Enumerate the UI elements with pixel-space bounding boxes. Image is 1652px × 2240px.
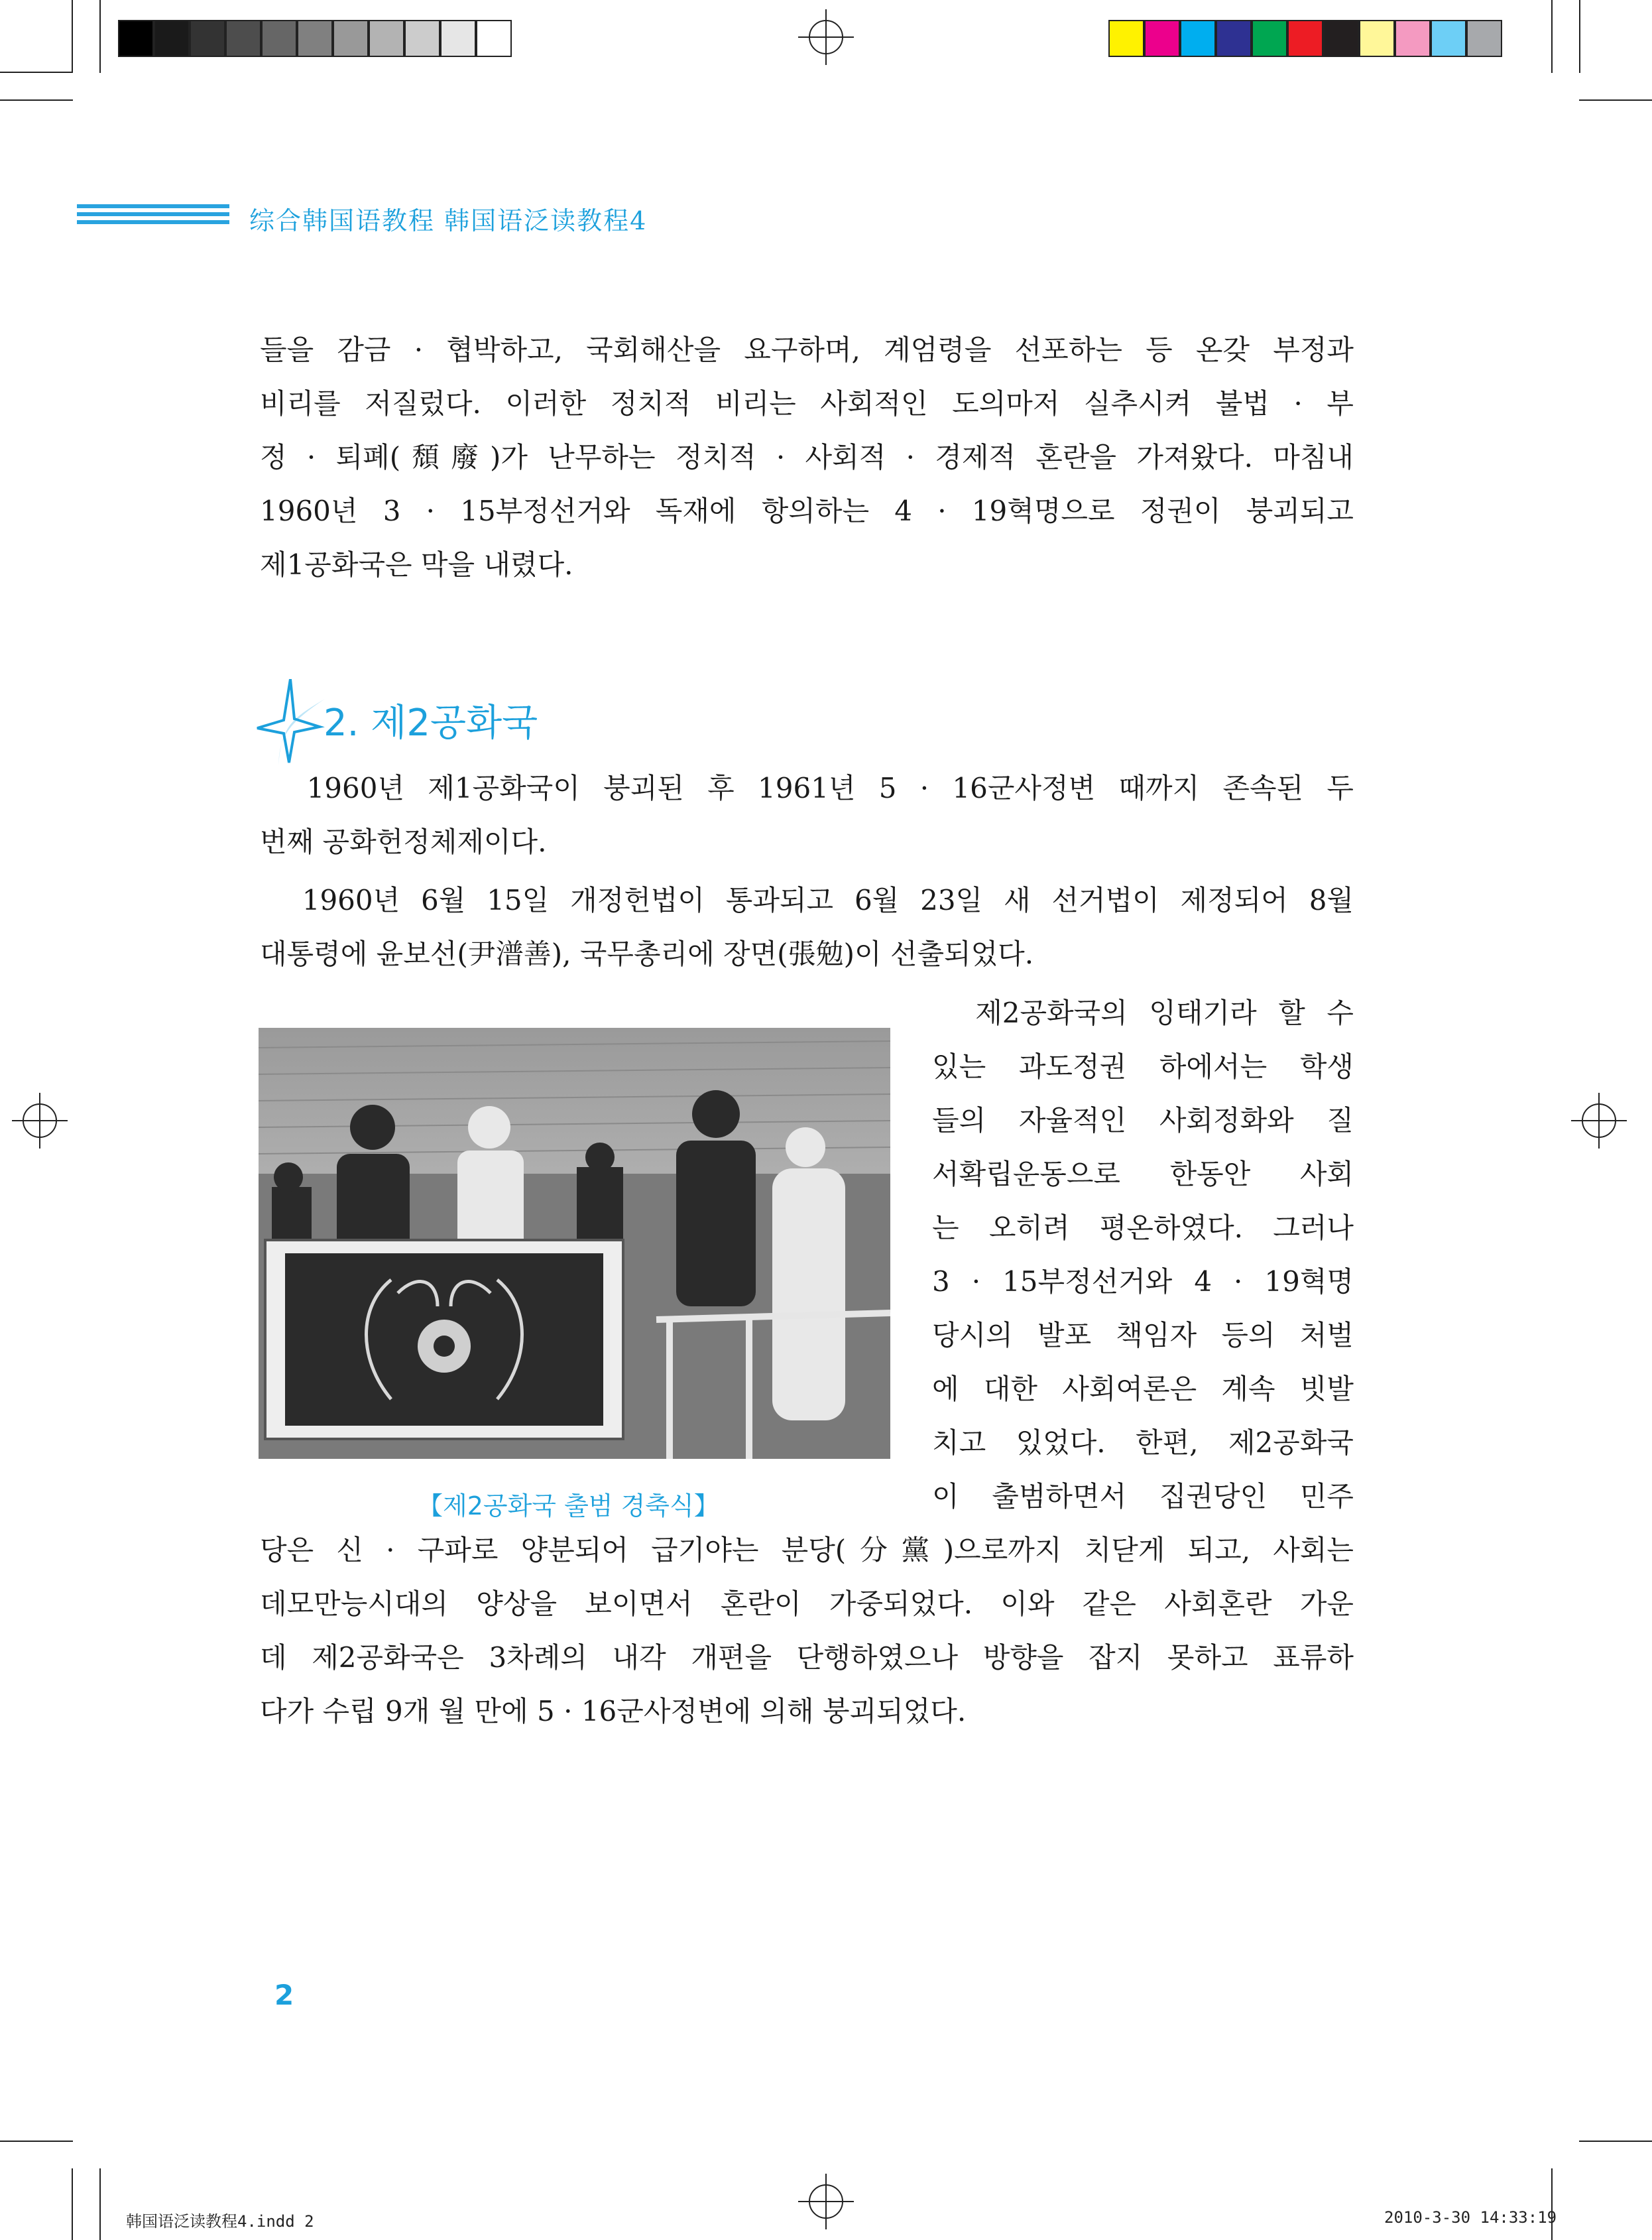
intro-paragraph [260, 323, 1354, 591]
process-color-bar [1108, 20, 1502, 57]
text-line: 번째 공화헌정체제이다. [260, 826, 547, 858]
color-swatch [1359, 20, 1395, 57]
paragraph-3-side-column [932, 986, 1354, 1523]
color-swatch [1466, 20, 1502, 57]
color-swatch [333, 20, 369, 57]
text-line: 이 출범하면서 집권당인 민주 [932, 1480, 1354, 1513]
text-line: 3 · 15부정선거와 4 · 19혁명 [932, 1265, 1354, 1298]
registration-mark-bottom [798, 2174, 854, 2229]
color-swatch [1180, 20, 1216, 57]
ceremony-photo-illustration [259, 1028, 890, 1459]
crop-mark [1579, 2141, 1652, 2142]
section-heading: 2. 제2공화국 [324, 702, 538, 745]
crop-mark [72, 2168, 73, 2240]
color-swatch [369, 20, 404, 57]
color-swatch [440, 20, 476, 57]
text-line: 제2공화국의 잉태기라 할 수 [932, 997, 1354, 1029]
color-swatch [1323, 20, 1359, 57]
header-accent-bars [77, 204, 229, 228]
registration-mark-left [12, 1093, 68, 1149]
slug-file-name: 韩国语泛读教程4.indd 2 [126, 2212, 314, 2231]
paragraph-2 [260, 873, 1354, 981]
text-line: 대통령에 윤보선(尹潽善), 국무총리에 장면(張勉)이 선출되었다. [260, 938, 1034, 970]
crop-mark [1551, 2168, 1553, 2240]
slug-timestamp: 2010-3-30 14:33:19 [1384, 2208, 1557, 2227]
color-swatch [154, 20, 190, 57]
text-line: 치고 있었다. 한편, 제2공화국 [932, 1426, 1354, 1459]
crop-mark [1579, 99, 1652, 101]
text-line: 있는 과도정권 하에서는 학생 [932, 1050, 1354, 1083]
text-line: 들의 자율적인 사회정화와 질 [932, 1104, 1354, 1137]
paragraph-1 [260, 761, 1354, 869]
text-line: 들을 감금 · 협박하고, 국회해산을 요구하며, 계엄령을 선포하는 등 온갖 부정과 [260, 334, 1354, 366]
text-line: 다가 수립 9개 월 만에 5 · 16군사정변에 의해 붕괴되었다. [260, 1695, 967, 1727]
ceremony-photo [259, 1028, 890, 1459]
page-number: 2 [274, 1979, 294, 2011]
color-swatch [1216, 20, 1252, 57]
text-line: 제1공화국은 막을 내렸다. [260, 548, 573, 581]
text-line: 정 · 퇴폐(頹廢)가 난무하는 정치적 · 사회적 · 경제적 혼란을 가져왔다. 마침내 [260, 441, 1354, 473]
color-swatch [261, 20, 297, 57]
crop-mark [0, 99, 73, 101]
crop-mark [99, 2168, 101, 2240]
crop-mark [1579, 0, 1580, 73]
text-line: 서확립운동으로 한동안 사회 [932, 1158, 1354, 1190]
registration-mark-top [798, 9, 854, 65]
color-swatch [1144, 20, 1180, 57]
color-swatch [118, 20, 154, 57]
color-swatch [404, 20, 440, 57]
star-sparkle-icon [252, 679, 325, 765]
paragraph-3-continued [260, 1523, 1354, 1738]
color-swatch [225, 20, 261, 57]
text-line: 1960년 3 · 15부정선거와 독재에 항의하는 4 · 19혁명으로 정권이 붕괴되고 [260, 495, 1354, 527]
crop-mark [0, 72, 73, 73]
text-line: 데 제2공화국은 3차례의 내각 개편을 단행하였으나 방향을 잡지 못하고 표류하 [260, 1641, 1354, 1674]
crop-mark [72, 0, 73, 73]
color-swatch [297, 20, 333, 57]
text-line: 는 오히려 평온하였다. 그러나 [932, 1212, 1354, 1244]
crop-mark [99, 0, 101, 73]
crop-mark [0, 2141, 73, 2142]
color-swatch [1252, 20, 1287, 57]
text-line: 비리를 저질렀다. 이러한 정치적 비리는 사회적인 도의마저 실추시켜 불법 · 부 [260, 387, 1354, 420]
text-line: 당시의 발포 책임자 등의 처벌 [932, 1319, 1354, 1351]
grayscale-color-bar [118, 20, 512, 57]
color-swatch [1287, 20, 1323, 57]
text-line: 1960년 6월 15일 개정헌법이 통과되고 6월 23일 새 선거법이 제정되어 8월 [260, 884, 1354, 916]
figure-caption: 【제2공화국 출범 경축식】 [418, 1491, 719, 1521]
running-header-title: 综合韩国语教程 韩国语泛读教程4 [249, 206, 648, 235]
text-line: 에 대한 사회여론은 계속 빗발 [932, 1373, 1354, 1405]
color-swatch [1431, 20, 1466, 57]
color-swatch [190, 20, 225, 57]
color-swatch [476, 20, 512, 57]
text-line: 데모만능시대의 양상을 보이면서 혼란이 가중되었다. 이와 같은 사회혼란 가운 [260, 1587, 1354, 1620]
text-line: 1960년 제1공화국이 붕괴된 후 1961년 5 · 16군사정변 때까지 존속된 두 [260, 772, 1354, 804]
text-line: 당은 신 · 구파로 양분되어 급기야는 분당(分黨)으로까지 치닫게 되고, 사회는 [260, 1534, 1354, 1566]
crop-mark [1551, 0, 1553, 73]
color-swatch [1108, 20, 1144, 57]
registration-mark-right [1571, 1093, 1627, 1149]
color-swatch [1395, 20, 1431, 57]
